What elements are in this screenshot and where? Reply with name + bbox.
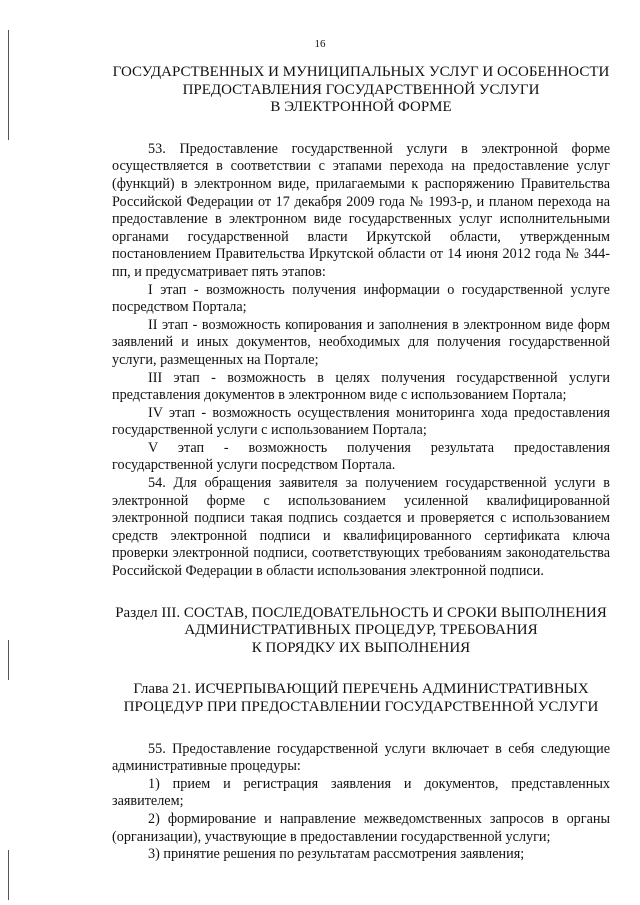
list-item: 3) принятие решения по результатам рассмотрения заявления; — [148, 846, 525, 863]
stage-5: V этап - возможность получения результата предоставления государственной услуги посредством Портала. — [112, 439, 610, 474]
list-item: 1) прием и регистрация заявления и документов, представленных заявителем; — [112, 775, 610, 810]
heading-line: Раздел III. СОСТАВ, ПОСЛЕДОВАТЕЛЬНОСТЬ И СРОКИ ВЫПОЛНЕНИЯ — [115, 604, 607, 621]
paragraph-54: 54. Для обращения заявителя за получением государственной услуги в электронной форме с использованием усиленной квалифицированной электронной подписи такая подпись создается и проверяется с использованием средств электронной подписи и квалифицированного сертификата ключа проверки электронной подписи, соответствующих требованиям законодательства Российской Федерации в области использования электронной подписи. — [112, 475, 610, 580]
chapter-heading — [112, 681, 610, 716]
section-heading — [112, 605, 610, 658]
heading-line: Глава 21. ИСЧЕРПЫВАЮЩИЙ ПЕРЕЧЕНЬ АДМИНИСТРАТИВНЫХ — [133, 681, 589, 698]
document-body — [112, 64, 610, 864]
stage-3: III этап - возможность в целях получения государственной услуги представления документов в электронном виде с использованием Портала; — [112, 369, 610, 404]
stage-2: II этап - возможность копирования и заполнения в электронном виде форм заявлений и иных документов, необходимых для получения государственной услуги, размещенных на Портале; — [112, 316, 610, 368]
stage-4: IV этап - возможность осуществления мониторинга хода предоставления государственной услуги с использованием Портала; — [112, 404, 610, 439]
left-margin-mark — [8, 850, 9, 900]
heading-line: ПРЕДОСТАВЛЕНИЯ ГОСУДАРСТВЕННОЙ УСЛУГИ — [182, 81, 540, 98]
heading-line: К ПОРЯДКУ ИХ ВЫПОЛНЕНИЯ — [251, 639, 471, 656]
heading-line: АДМИНИСТРАТИВНЫХ ПРОЦЕДУР, ТРЕБОВАНИЯ — [184, 622, 538, 639]
paragraph-55: 55. Предоставление государственной услуги включает в себя следующие административные процедуры: — [112, 740, 610, 775]
heading-line: В ЭЛЕКТРОННОЙ ФОРМЕ — [270, 99, 452, 116]
paragraph-53: 53. Предоставление государственной услуги в электронной форме осуществляется в соответствии с этапами перехода на предоставление услуг (функций) в электронном виде, прилагаемыми к распоряжению Правительства Российской Федерации от 17 декабря 2009 года № 1993-р, и планом перехода на предоставление в электронном виде государственных услуг исполнительными органами государственной власти Иркутской области, утвержденным постановлением Правительства Иркутской области от 14 июня 2012 года № 344-пп, и предусматривает пять этапов: — [112, 140, 610, 280]
left-margin-mark — [8, 640, 9, 680]
stage-1: I этап - возможность получения информации о государственной услуге посредством Портала; — [112, 281, 610, 316]
page-number: 16 — [314, 38, 326, 50]
top-heading — [112, 64, 610, 117]
heading-line: ПРОЦЕДУР ПРИ ПРЕДОСТАВЛЕНИИ ГОСУДАРСТВЕННОЙ УСЛУГИ — [123, 699, 599, 715]
list-item: 2) формирование и направление межведомственных запросов в органы (организации), участвующие в предоставлении государственной услуги; — [112, 810, 610, 845]
heading-line: ГОСУДАРСТВЕННЫХ И МУНИЦИПАЛЬНЫХ УСЛУГ И ОСОБЕННОСТИ — [112, 64, 610, 80]
